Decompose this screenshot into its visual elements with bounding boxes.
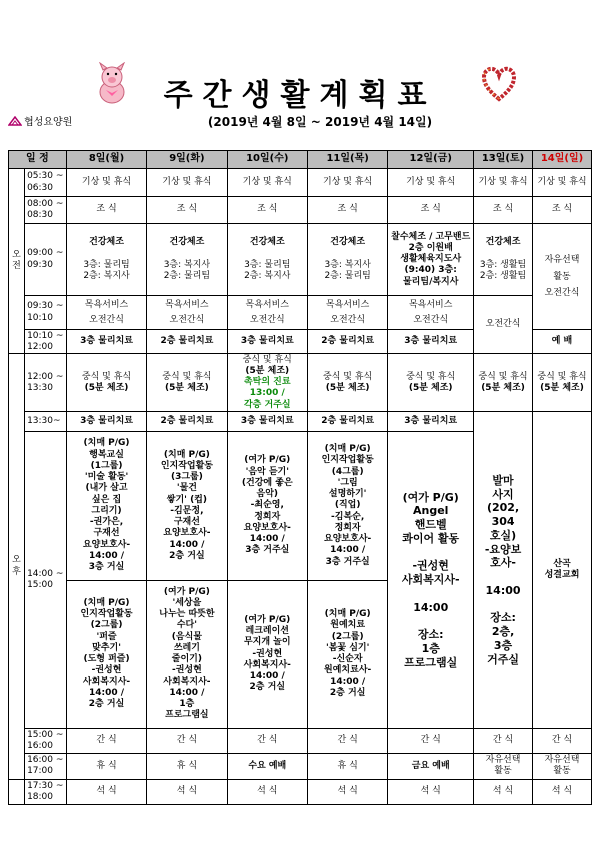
cell: 3층 물리치료 [227,412,307,432]
cell: 조 식 [388,197,474,224]
cell-title: 찰수체조 / 고무밴드 [391,231,471,242]
cell: 조 식 [66,197,146,224]
cell: 목욕서비스 오전간식 [227,296,307,330]
cell: 자유선택 활동 오전간식 [533,224,592,330]
cell: 석 식 [147,779,227,804]
cell [533,354,592,412]
cell: 석 식 [66,779,146,804]
cell: 목욕서비스 오전간식 [66,296,146,330]
time-cell: 17:30 ~ 18:00 [25,779,67,804]
cell: 석 식 [307,779,387,804]
cell: 예 배 [533,330,592,354]
cell [388,224,474,296]
cell: 자유선택 활동 [533,753,592,779]
section-pm: 오 후 [9,354,25,780]
cell: 3층 물리치료 [66,412,146,432]
org-logo-icon [8,116,22,126]
header-row [9,151,592,169]
cell: 간 식 [533,728,592,753]
cell: 기상 및 휴식 [388,169,474,197]
cell-title: 건강체조 [330,237,366,248]
cell-title: 건강체조 [249,237,285,248]
cell [307,224,387,296]
cell [388,354,474,412]
cell-note: 촉탁의 진료 13:00 / 각층 거주실 [243,377,291,410]
org-name [8,113,72,128]
cell-body: (5분 체조) [245,365,290,376]
cell: 석 식 [533,779,592,804]
org-label: 협성요양원 [24,117,73,128]
time-cell: 13:30~ [25,412,67,432]
cell [147,354,227,412]
day-header: 11일(목) [307,151,387,169]
cell: 조 식 [533,197,592,224]
cell: (여가 P/G) 레크레이션 무지개 놀이 -권성현 사회복지사- 14:00 / 2층 거실 [227,580,307,728]
date-range: (2019년 4월 8일 ~ 2019년 4월 14일) [207,115,433,129]
cell: 목욕서비스 오전간식 [307,296,387,330]
cell-body: (5분 체조) [84,382,129,393]
cell: 휴 식 [66,753,146,779]
cell: 자유선택 활동 [474,753,533,779]
cell: (치매 P/G) 인지작업활동 (2그룹) '퍼즐 맞추기' (도형 퍼즐) -권성현 사회복지사- 14:00 / 2층 거실 [66,580,146,728]
cell-body: 3층: 생활팀 2층: 생활팀 [479,259,527,281]
cell: 기상 및 휴식 [474,169,533,197]
day-header-sunday: 14일(일) [533,151,592,169]
cell: 3층 물리치료 [227,330,307,354]
heart-wreath-icon [482,66,516,102]
table-row [9,412,592,432]
cell: 간 식 [147,728,227,753]
table-row [9,224,592,296]
cell-body: 3층: 물리팀 2층: 복지사 [244,259,291,281]
cell: 조 식 [227,197,307,224]
table-row [9,728,592,753]
cell: (치매 P/G) 행복교실 (1그룹) '미술 활동' (내가 살고 싶은 집 그리기) -권가은, 구재선 요양보호사- 14:00 / 3층 거실 [66,432,146,580]
cell: 조 식 [147,197,227,224]
cell: (치매 P/G) 인지작업활동 (4그룹) '그림 설명하기' (직업) -김복순, 정희자 요양보호사- 14:00 / 3층 거주실 [307,432,387,580]
cell: (치매 P/G) 원예치료 (2그룹) '봄꽃 심기' -신순자 원예치료사- 14:00 / 2층 거실 [307,580,387,728]
table-row [9,753,592,779]
cell: 간 식 [227,728,307,753]
table-row [9,169,592,197]
cell: 간 식 [388,728,474,753]
cell-title: 중식 및 휴식 [242,354,292,365]
cell: 조 식 [307,197,387,224]
section-am: 오 전 [9,169,25,354]
cell: 발마 사지 (202, 304 호실) -요양보 호사- 14:00 장소: 2층, 3층 거주실 [474,412,533,728]
cell: 3층 물리치료 [66,330,146,354]
day-header: 13일(토) [474,151,533,169]
cell: 2층 물리치료 [147,412,227,432]
day-header: 10일(수) [227,151,307,169]
day-header: 8일(월) [66,151,146,169]
time-cell: 12:00 ~ 13:30 [25,354,67,412]
col-date-header: 일 정 [9,151,67,169]
cell-title: 건강체조 [89,237,124,248]
time-cell: 05:30 ~ 06:30 [25,169,67,197]
cell: 3층 물리치료 [388,412,474,432]
time-cell: 09:00 ~ 09:30 [25,224,67,296]
section-blank [9,779,25,804]
cell: 산곡 성결교회 [533,412,592,728]
cell: 2층 물리치료 [307,330,387,354]
time-cell: 10:10 ~ 12:00 [25,330,67,354]
cell [66,354,146,412]
table-row [9,296,592,330]
cell-body: 3층: 복지사 2층: 물리팀 [324,259,371,281]
cell-title: 중식 및 휴식 [478,371,528,382]
cell-body: (5분 체조) [408,382,453,393]
table-row [9,779,592,804]
cell: 수요 예배 [227,753,307,779]
day-header: 12일(금) [388,151,474,169]
cell: 기상 및 휴식 [533,169,592,197]
cell-body: 3층: 복지사 2층: 물리팀 [163,259,211,281]
cell [147,224,227,296]
time-cell: 16:00 ~ 17:00 [25,753,67,779]
cell: (치매 P/G) 인지작업활동 (3그룹) '물건 쌓기' (컵) -김문정, 구재선 요양보호사- 14:00 / 2층 거실 [147,432,227,580]
cell: 간 식 [307,728,387,753]
cell-body: 3층: 물리팀 2층: 복지사 [83,259,130,281]
cell: 석 식 [388,779,474,804]
cell: 오전간식 [474,296,533,354]
cell: 기상 및 휴식 [307,169,387,197]
cell: 간 식 [66,728,146,753]
cell: 목욕서비스 오전간식 [388,296,474,330]
cell-title: 건강체조 [169,237,205,248]
cell: (여가 P/G) '세상을 나누는 따뜻한 수다' (음식물 쓰레기 줄이기) -권성현 사회복지사- 14:00 / 1층 프로그램실 [147,580,227,728]
cell [474,224,533,296]
cell: 휴 식 [307,753,387,779]
weekly-schedule-table [8,150,592,805]
cell: 기상 및 휴식 [147,169,227,197]
time-cell: 09:30 ~ 10:10 [25,296,67,330]
cell: 기상 및 휴식 [66,169,146,197]
cell: 3층 물리치료 [388,330,474,354]
pig-doll-icon [92,62,132,106]
cell [66,224,146,296]
cell: 기상 및 휴식 [227,169,307,197]
cell: 2층 물리치료 [307,412,387,432]
cell-title: 중식 및 휴식 [323,371,373,382]
cell: (여가 P/G) '음악 듣기' (건강에 좋은 음악) -최순영, 정희자 요양보호사- 14:00 / 3층 거주실 [227,432,307,580]
table-row [9,354,592,412]
time-cell: 15:00 ~ 16:00 [25,728,67,753]
cell-body: 2층 이원배 생활체육지도사 (9:40) 3층: 물리팀/복지사 [400,242,462,287]
cell: 2층 물리치료 [147,330,227,354]
time-cell: 08:00 ~ 08:30 [25,197,67,224]
cell: 조 식 [474,197,533,224]
cell: 휴 식 [147,753,227,779]
cell [227,354,307,412]
time-cell: 14:00 ~ 15:00 [25,432,67,728]
cell-body: (5분 체조) [481,382,525,393]
cell-body: (5분 체조) [540,382,584,393]
cell-title: 건강체조 [485,237,521,248]
cell-title: 중식 및 휴식 [537,371,587,382]
cell: 간 식 [474,728,533,753]
cell: 석 식 [474,779,533,804]
cell: 목욕서비스 오전간식 [147,296,227,330]
cell-title: 중식 및 휴식 [81,371,132,382]
cell: 금요 예배 [388,753,474,779]
cell [227,224,307,296]
day-header: 9일(화) [147,151,227,169]
page-title: 주간생활계획표 [163,78,437,113]
cell-title: 중식 및 휴식 [406,371,456,382]
cell: 석 식 [227,779,307,804]
cell-body: (5분 체조) [325,382,370,393]
cell: (여가 P/G) Angel 핸드벨 콰이어 활동 -권성현 사회복지사- 14:00 장소: 1층 프로그램실 [388,432,474,728]
table-row [9,197,592,224]
cell-title: 중식 및 휴식 [162,371,212,382]
cell-body: (5분 체조) [165,382,209,393]
cell [307,354,387,412]
cell [474,354,533,412]
